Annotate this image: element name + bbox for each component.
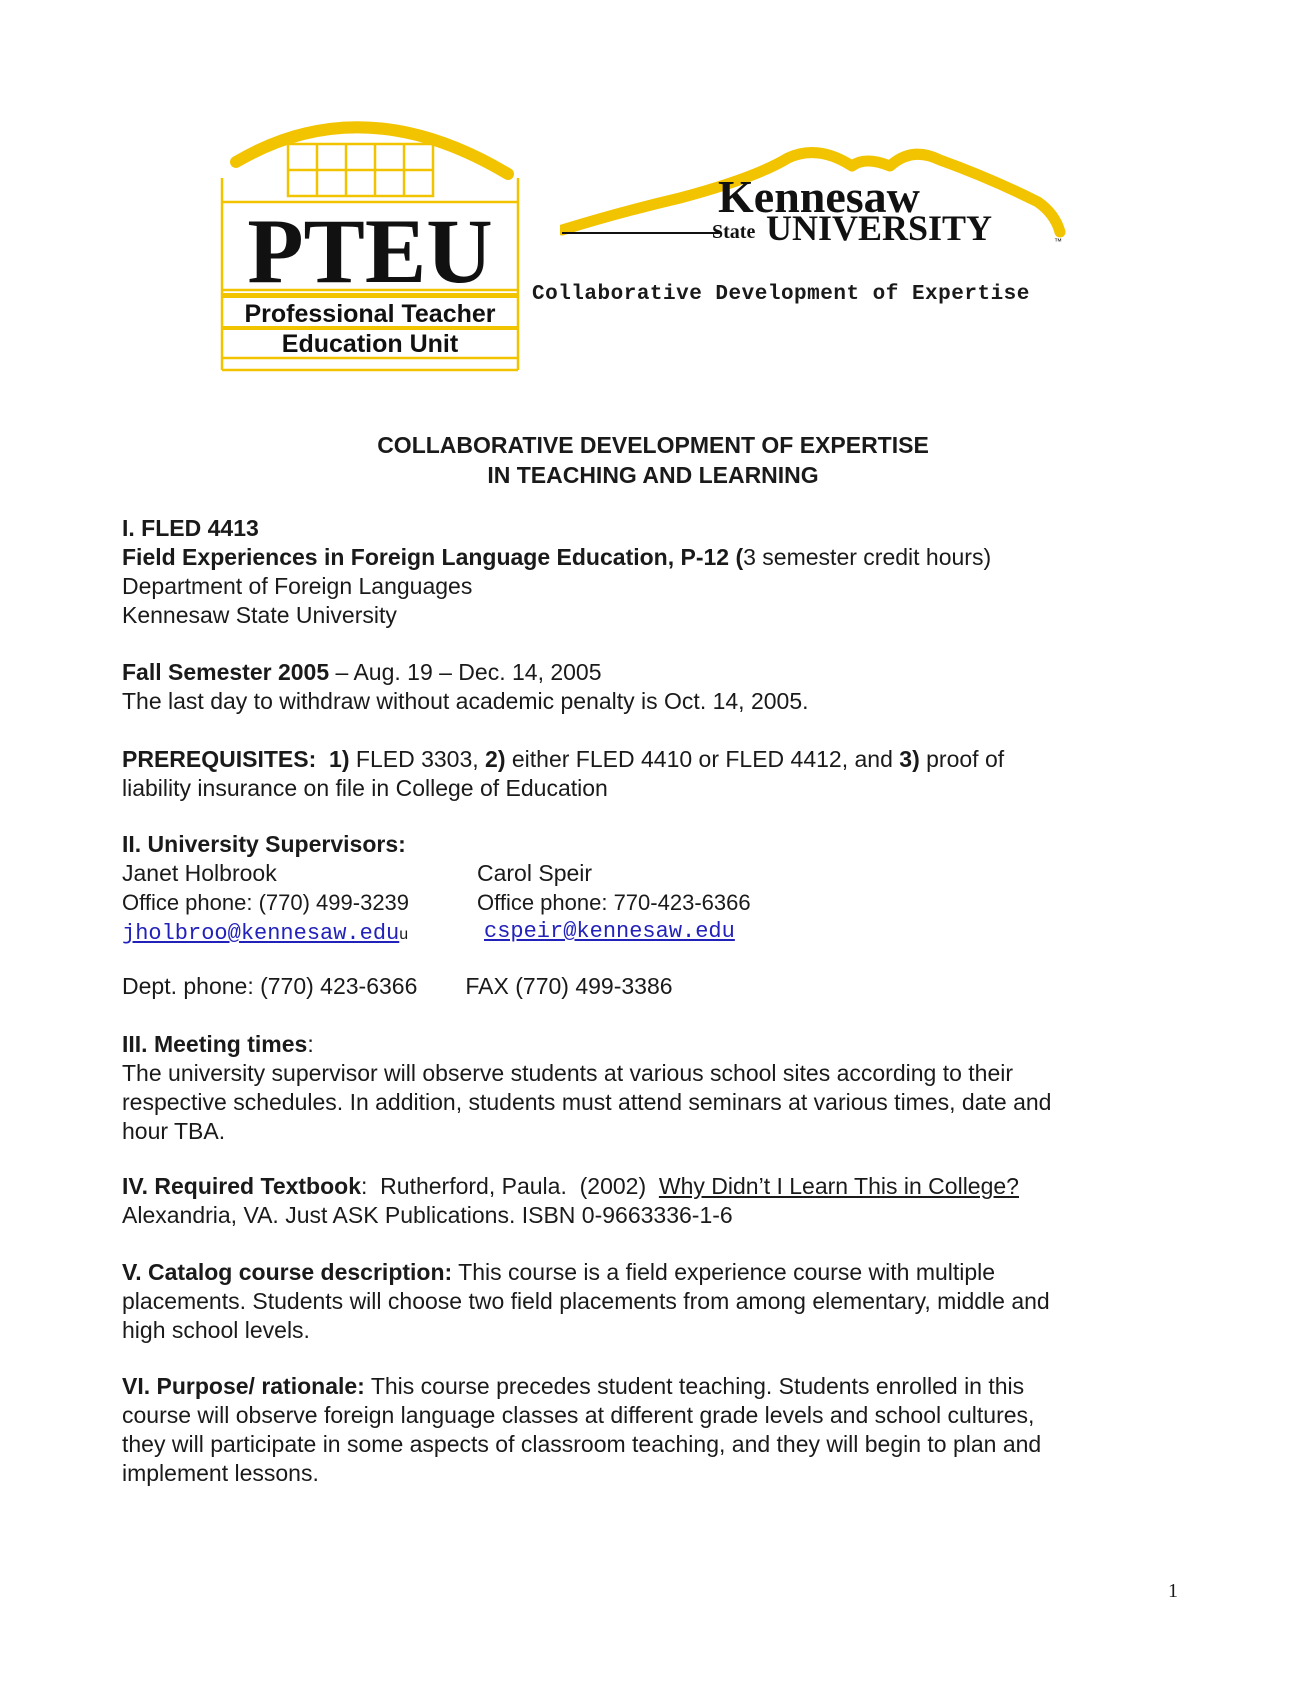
course-credits: 3 semester credit hours) xyxy=(743,544,992,570)
course-department: Department of Foreign Languages xyxy=(122,573,473,599)
supervisor-2-name: Carol Speir xyxy=(477,860,593,886)
withdraw-note: The last day to withdraw without academic penalty is Oct. 14, 2005. xyxy=(122,688,809,714)
textbook-publisher: Alexandria, VA. Just ASK Publications. ISBN 0-9663336-1-6 xyxy=(122,1202,733,1228)
pteu-logo-line2: Education Unit xyxy=(281,330,459,358)
pteu-logo-line1: Professional Teacher xyxy=(244,300,496,328)
meeting-line-3: hour TBA. xyxy=(122,1118,226,1144)
ksu-logo-university: UNIVERSITY xyxy=(766,208,993,248)
prereq-line2: liability insurance on file in College of Education xyxy=(122,775,608,801)
supervisor-2-phone: Office phone: 770-423-6366 xyxy=(477,890,751,915)
catalog-heading: V. Catalog course description: xyxy=(122,1259,453,1285)
supervisors xyxy=(122,830,1182,946)
prereq-t2: either FLED 4410 or FLED 4412, and xyxy=(505,746,900,772)
supervisor-2-email-link[interactable]: cspeir@kennesaw.edu xyxy=(484,919,735,944)
dept-contact xyxy=(122,972,1182,1001)
supervisor-1-email-link[interactable]: jholbroo@kennesaw.edu xyxy=(122,921,400,946)
dept-fax: FAX (770) 499-3386 xyxy=(465,973,673,999)
prerequisites xyxy=(122,745,1182,803)
purpose-heading: VI. Purpose/ rationale: xyxy=(122,1373,365,1399)
pteu-logo-text: PTEU xyxy=(247,200,493,302)
textbook-author: Rutherford, Paula. (2002) xyxy=(367,1173,659,1199)
course-university: Kennesaw State University xyxy=(122,602,397,628)
prereq-t3: proof of xyxy=(919,746,1005,772)
page-number: 1 xyxy=(1168,1580,1178,1602)
catalog-line-1: This course is a field experience course with multiple xyxy=(452,1259,996,1285)
supervisor-1-phone: Office phone: (770) 499-3239 xyxy=(122,890,410,915)
prereq-t1: FLED 3303, xyxy=(349,746,486,772)
semester-label: Fall Semester 2005 xyxy=(122,659,330,685)
required-textbook xyxy=(122,1172,1182,1230)
course-number: I. FLED 4413 xyxy=(122,515,259,541)
semester-info xyxy=(122,658,1182,716)
supervisor-1-name: Janet Holbrook xyxy=(122,860,277,886)
supervisors-heading: II. University Supervisors: xyxy=(122,831,406,857)
title-line-1: COLLABORATIVE DEVELOPMENT OF EXPERTISE xyxy=(377,432,929,458)
purpose-line-3: they will participate in some aspects of classroom teaching, and they will begin to plan and xyxy=(122,1431,1042,1457)
course-info xyxy=(122,514,1182,630)
meeting-colon: : xyxy=(307,1031,314,1057)
supervisor-1-email-trail: u xyxy=(399,926,409,943)
meeting-line-2: respective schedules. In addition, students must attend seminars at various times, date and xyxy=(122,1089,1052,1115)
document-body xyxy=(122,0,1182,1692)
catalog-description xyxy=(122,1258,1182,1345)
ksu-logo-name: Kennesaw xyxy=(718,171,920,222)
prereq-n3: 3) xyxy=(899,746,920,772)
ksu-logo-state: State xyxy=(712,221,756,243)
purpose-line-1: This course precedes student teaching. Students enrolled in this xyxy=(364,1373,1025,1399)
ksu-logo-tm: ™ xyxy=(1054,237,1062,246)
semester-dates: – Aug. 19 – Dec. 14, 2005 xyxy=(329,659,602,685)
textbook-colon: : xyxy=(361,1173,368,1199)
title-line-2: IN TEACHING AND LEARNING xyxy=(487,462,819,488)
prereq-n1: 1) xyxy=(329,746,350,772)
textbook-title: Why Didn’t I Learn This in College? xyxy=(658,1173,1019,1199)
purpose-rationale xyxy=(122,1372,1182,1488)
purpose-line-4: implement lessons. xyxy=(122,1460,319,1486)
meeting-heading: III. Meeting times xyxy=(122,1031,308,1057)
course-title-line xyxy=(122,543,1182,572)
meeting-times xyxy=(122,1030,1182,1146)
textbook-heading: IV. Required Textbook xyxy=(122,1173,361,1199)
prereq-n2: 2) xyxy=(485,746,506,772)
purpose-line-2: course will observe foreign language classes at different grade levels and school cultures, xyxy=(122,1402,1035,1428)
catalog-line-2: placements. Students will choose two field placements from among elementary, middle and xyxy=(122,1288,1050,1314)
meeting-line-1: The university supervisor will observe students at various school sites according to their xyxy=(122,1060,1014,1086)
tagline: Collaborative Development of Expertise xyxy=(532,283,1030,306)
prereq-label: PREREQUISITES: xyxy=(122,746,317,772)
catalog-line-3: high school levels. xyxy=(122,1317,310,1343)
course-name: Field Experiences in Foreign Language Education, P-12 ( xyxy=(122,544,744,570)
dept-phone: Dept. phone: (770) 423-6366 xyxy=(122,973,418,999)
